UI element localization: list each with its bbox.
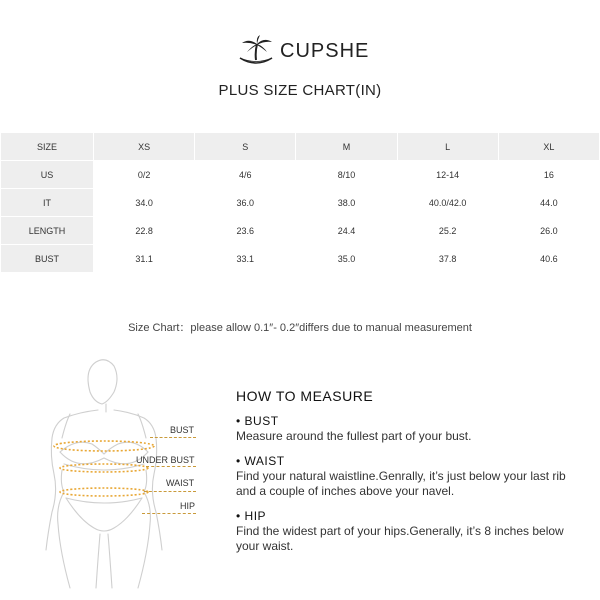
table-cell: 38.0 [296,189,397,217]
measurement-note: Size Chart：please allow 0.1″- 0.2″differs due to manual measurement [128,322,472,334]
table-header-cell: S [195,133,296,161]
measure-item-heading: • HIP [236,509,267,523]
table-header-row [1,133,600,161]
table-cell: 4/6 [195,161,296,189]
palm-tree-island-icon [236,34,276,68]
measure-item-hip [236,509,576,554]
under-bust-guide-line [146,466,196,467]
measure-item-heading: • BUST [236,414,279,428]
table-cell: 31.1 [94,245,195,273]
waist-label: WAIST [166,478,195,488]
table-row [1,217,600,245]
table-cell: 0/2 [94,161,195,189]
table-header-cell: SIZE [1,133,94,161]
table-cell: 12-14 [397,161,498,189]
table-row-label: IT [1,189,94,217]
table-cell: 22.8 [94,217,195,245]
chart-title: PLUS SIZE CHART(IN) [218,82,382,99]
table-cell: 36.0 [195,189,296,217]
table-cell: 25.2 [397,217,498,245]
table-cell: 26.0 [498,217,599,245]
table-row [1,189,600,217]
body-outline-illustration [40,352,200,592]
table-row-label: LENGTH [1,217,94,245]
measure-item-description: Find your natural waistline.Genrally, it’s just below your last rib and a couple of inches above your navel. [236,469,566,498]
table-cell: 37.8 [397,245,498,273]
measure-item-description: Find the widest part of your hips.Generally, it’s 8 inches below your waist. [236,524,564,553]
bust-guide-line [150,437,196,438]
measure-item-description: Measure around the fullest part of your bust. [236,429,472,443]
measure-item-waist [236,454,576,499]
size-table [0,132,600,273]
table-row-label: US [1,161,94,189]
table-cell: 16 [498,161,599,189]
table-header-cell: XS [94,133,195,161]
table-cell: 23.6 [195,217,296,245]
table-header-cell: M [296,133,397,161]
under-bust-label: UNDER BUST [136,455,195,465]
bust-label: BUST [170,425,195,435]
how-to-measure-title: HOW TO MEASURE [236,388,374,404]
brand-name: CUPSHE [280,39,370,62]
hip-label: HIP [180,501,196,511]
table-cell: 24.4 [296,217,397,245]
waist-guide-line [144,491,196,492]
table-row [1,245,600,273]
table-row-label: BUST [1,245,94,273]
brand-logo [236,34,369,68]
how-to-measure-section [236,388,576,564]
table-header-cell: L [397,133,498,161]
body-figure [40,352,200,592]
table-cell: 34.0 [94,189,195,217]
table-cell: 44.0 [498,189,599,217]
table-cell: 40.6 [498,245,599,273]
measure-item-bust [236,414,576,444]
measure-item-heading: • WAIST [236,454,285,468]
table-cell: 35.0 [296,245,397,273]
table-cell: 40.0/42.0 [397,189,498,217]
table-row [1,161,600,189]
table-header-cell: XL [498,133,599,161]
hip-guide-line [142,513,196,514]
table-cell: 33.1 [195,245,296,273]
table-cell: 8/10 [296,161,397,189]
